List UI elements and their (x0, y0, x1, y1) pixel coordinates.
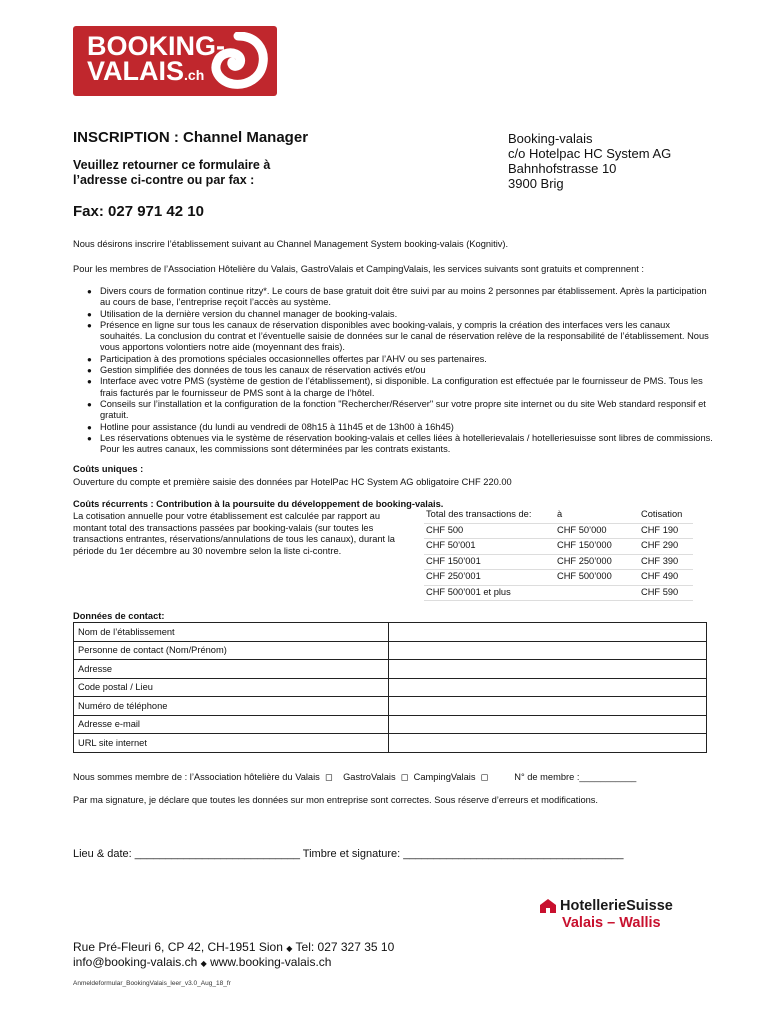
field-label: Adresse (74, 660, 389, 679)
table-cell: CHF 250’001 (424, 570, 555, 586)
website-field[interactable] (389, 734, 707, 753)
list-item: ● Conseils sur l’installation et la configuration de la fonction "Rechercher/Réserver" sur votre propre site internet ou du site Web standard responsif et gratuit. (87, 398, 706, 421)
membership-option-campingvalais: CampingValais (413, 772, 476, 782)
table-cell: CHF 490 (639, 570, 693, 586)
house-icon (540, 899, 556, 913)
table-cell: CHF 590 (639, 585, 693, 601)
bullet-icon: ● (87, 399, 92, 409)
bullet-icon: ● (87, 366, 92, 376)
table-row (74, 715, 707, 734)
table-cell: CHF 150’001 (424, 554, 555, 570)
bullet-icon: ● (87, 422, 92, 432)
checkbox-icon[interactable]: ◻ (478, 772, 515, 782)
table-row (424, 539, 693, 555)
hotelleriesuisse-region: Valais – Wallis (562, 915, 661, 931)
table-cell: CHF 500’000 (555, 570, 639, 586)
address-line: Bahnhofstrasse 10 (508, 161, 617, 176)
table-cell: CHF 390 (639, 554, 693, 570)
bullet-icon: ● (87, 309, 92, 319)
membership-prefix: Nous sommes membre de : l’Association hôtelière du Valais (73, 772, 320, 782)
checkbox-icon[interactable]: ◻ (322, 772, 344, 782)
fee-table (424, 508, 693, 601)
table-cell: CHF 290 (639, 539, 693, 555)
logo-line1: BOOKING- (87, 31, 225, 61)
swirl-icon (207, 32, 269, 90)
field-label: Adresse e-mail (74, 715, 389, 734)
page-title: INSCRIPTION : Channel Manager (73, 129, 309, 146)
table-row (74, 660, 707, 679)
address-line: Booking-valais (508, 131, 593, 146)
signature-line[interactable]: Lieu & date: ___________________________ Timbre et signature: ____________________________________ (73, 848, 624, 860)
footer-contact-line (73, 955, 331, 969)
footer-website[interactable]: www.booking-valais.ch (210, 955, 332, 969)
file-name: Anmeldeformular_BookingValais_leer_v3.0_Aug_18_fr (73, 980, 231, 987)
list-item: ● Utilisation de la dernière version du channel manager de booking-valais. (87, 308, 398, 319)
table-cell: CHF 500 (424, 523, 555, 539)
list-item: ● Les réservations obtenues via le système de réservation booking-valais et celles liées à hotellerievalais / hotelleriesuisse sont libres de commissions. Pour les autres canaux, les commissions sont déterminées par les contrats existants. (87, 432, 713, 455)
fax-number: Fax: 027 971 42 10 (73, 203, 204, 220)
checkbox-icon[interactable]: ◻ (398, 772, 414, 782)
table-row (424, 585, 693, 601)
establishment-name-field[interactable] (389, 623, 707, 642)
list-item: ● Gestion simplifiée des données de tous les canaux de réservation activés et/ou (87, 365, 426, 376)
contact-person-field[interactable] (389, 641, 707, 660)
footer-email[interactable]: info@booking-valais.ch (73, 955, 198, 969)
recurring-costs-heading: Coûts récurrents : Contribution à la poursuite du développement de booking-valais. (73, 499, 444, 509)
services-list (73, 286, 713, 455)
footer-phone: Tel: 027 327 35 10 (295, 940, 395, 954)
address-line: c/o Hotelpac HC System AG (508, 146, 672, 161)
table-cell: CHF 500’001 et plus (424, 585, 555, 601)
field-label: Personne de contact (Nom/Prénom) (74, 641, 389, 660)
list-item: ● Présence en ligne sur tous les canaux de réservation disponibles avec booking-valais, y compris la création des interfaces vers les canaux souhaités. La conclusion du contrat et l’éventuelle saisie de données sur le canal de réservation relève de la responsabilité de l’établissement. Nous vous apportons volontiers notre aide (moyennant des frais). (87, 319, 709, 353)
table-header-row (424, 508, 693, 523)
diamond-icon: ◆ (286, 944, 293, 953)
header-cell: Cotisation (639, 508, 693, 523)
contact-heading: Données de contact: (73, 611, 165, 621)
footer-address-line (73, 940, 394, 954)
recipient-address (508, 131, 671, 191)
list-item: ● Hotline pour assistance (du lundi au vendredi de 08h15 à 11h45 et de 13h00 à 16h45) (87, 421, 454, 432)
email-field[interactable] (389, 715, 707, 734)
booking-valais-logo (73, 26, 277, 96)
footer-address: Rue Pré-Fleuri 6, CP 42, CH-1951 Sion (73, 940, 283, 954)
subtitle-line1: Veuillez retourner ce formulaire à (73, 158, 271, 172)
table-row (74, 623, 707, 642)
logo-suffix: .ch (184, 67, 205, 83)
header-cell: Total des transactions de: (424, 508, 555, 523)
list-item: ● Divers cours de formation continue ritzy*. Le cours de base gratuit doit être suivi par au moins 2 personnes par établissement. Après la participation au cours de base, l’entreprise reçoit l’accès au système. (87, 286, 707, 308)
table-row (74, 641, 707, 660)
hotelleriesuisse-name: HotellerieSuisse (560, 898, 673, 914)
bullet-icon: ● (87, 320, 92, 330)
postal-code-field[interactable] (389, 678, 707, 697)
membership-line (73, 772, 636, 784)
table-row (424, 523, 693, 539)
bullet-icon: ● (87, 377, 92, 387)
table-cell: CHF 150’000 (555, 539, 639, 555)
bullet-icon: ● (87, 354, 92, 364)
field-label: URL site internet (74, 734, 389, 753)
table-row (424, 570, 693, 586)
table-cell: CHF 50’001 (424, 539, 555, 555)
field-label: Nom de l’établissement (74, 623, 389, 642)
hotelleriesuisse-logo (540, 898, 673, 931)
one-time-costs-heading: Coûts uniques : (73, 464, 144, 474)
address-line: 3900 Brig (508, 176, 564, 191)
phone-field[interactable] (389, 697, 707, 716)
bullet-icon: ● (87, 287, 92, 296)
bullet-icon: ● (87, 433, 92, 443)
diamond-icon: ◆ (200, 959, 207, 968)
subtitle-line2: l’adresse ci-contre ou par fax : (73, 173, 255, 187)
page-subtitle (73, 158, 333, 188)
table-row (74, 697, 707, 716)
table-row (424, 554, 693, 570)
header-cell: à (555, 508, 639, 523)
table-cell: CHF 190 (639, 523, 693, 539)
table-row (74, 734, 707, 753)
field-label: Numéro de téléphone (74, 697, 389, 716)
intro-text: Nous désirons inscrire l’établissement suivant au Channel Management System booking-valais (Kognitiv). (73, 239, 509, 249)
list-item: ● Participation à des promotions spéciales occasionnelles offertes par l’AHV ou ses partenaires. (87, 353, 487, 364)
table-cell: CHF 250’000 (555, 554, 639, 570)
list-item: ● Interface avec votre PMS (système de gestion de l’établissement), si disponible. La configuration est effectuée par le fournisseur de PMS. Tous les frais facturés par le fournisseur de PMS sont à la charge de l’hôtel. (87, 376, 703, 398)
contact-table (73, 622, 707, 753)
members-intro: Pour les membres de l’Association Hôtelière du Valais, GastroValais et CampingValais, les services suivants sont gratuits et comprennent : (73, 264, 644, 274)
member-number-field[interactable]: N° de membre :___________ (514, 772, 637, 782)
table-row (74, 678, 707, 697)
address-field[interactable] (389, 660, 707, 679)
table-cell: CHF 50’000 (555, 523, 639, 539)
field-label: Code postal / Lieu (74, 678, 389, 697)
table-cell (555, 585, 639, 601)
logo-line2: VALAIS (87, 56, 185, 86)
recurring-costs-text: La cotisation annuelle pour votre établissement est calculée par rapport au montant total des transactions passées par booking-valais (sur toutes les transactions entrantes, réservations/annulations de tous les canaux), durant la période du 1er décembre au 30 novembre selon la liste ci-contre. (73, 511, 395, 556)
one-time-costs-text: Ouverture du compte et première saisie des données par HotelPac HC System AG obligatoire CHF 220.00 (73, 477, 512, 487)
declaration-text: Par ma signature, je déclare que toutes les données sur mon entreprise sont correctes. Sous réserve d’erreurs et modifications. (73, 795, 599, 805)
membership-option-gastrovalais: GastroValais (343, 772, 396, 782)
